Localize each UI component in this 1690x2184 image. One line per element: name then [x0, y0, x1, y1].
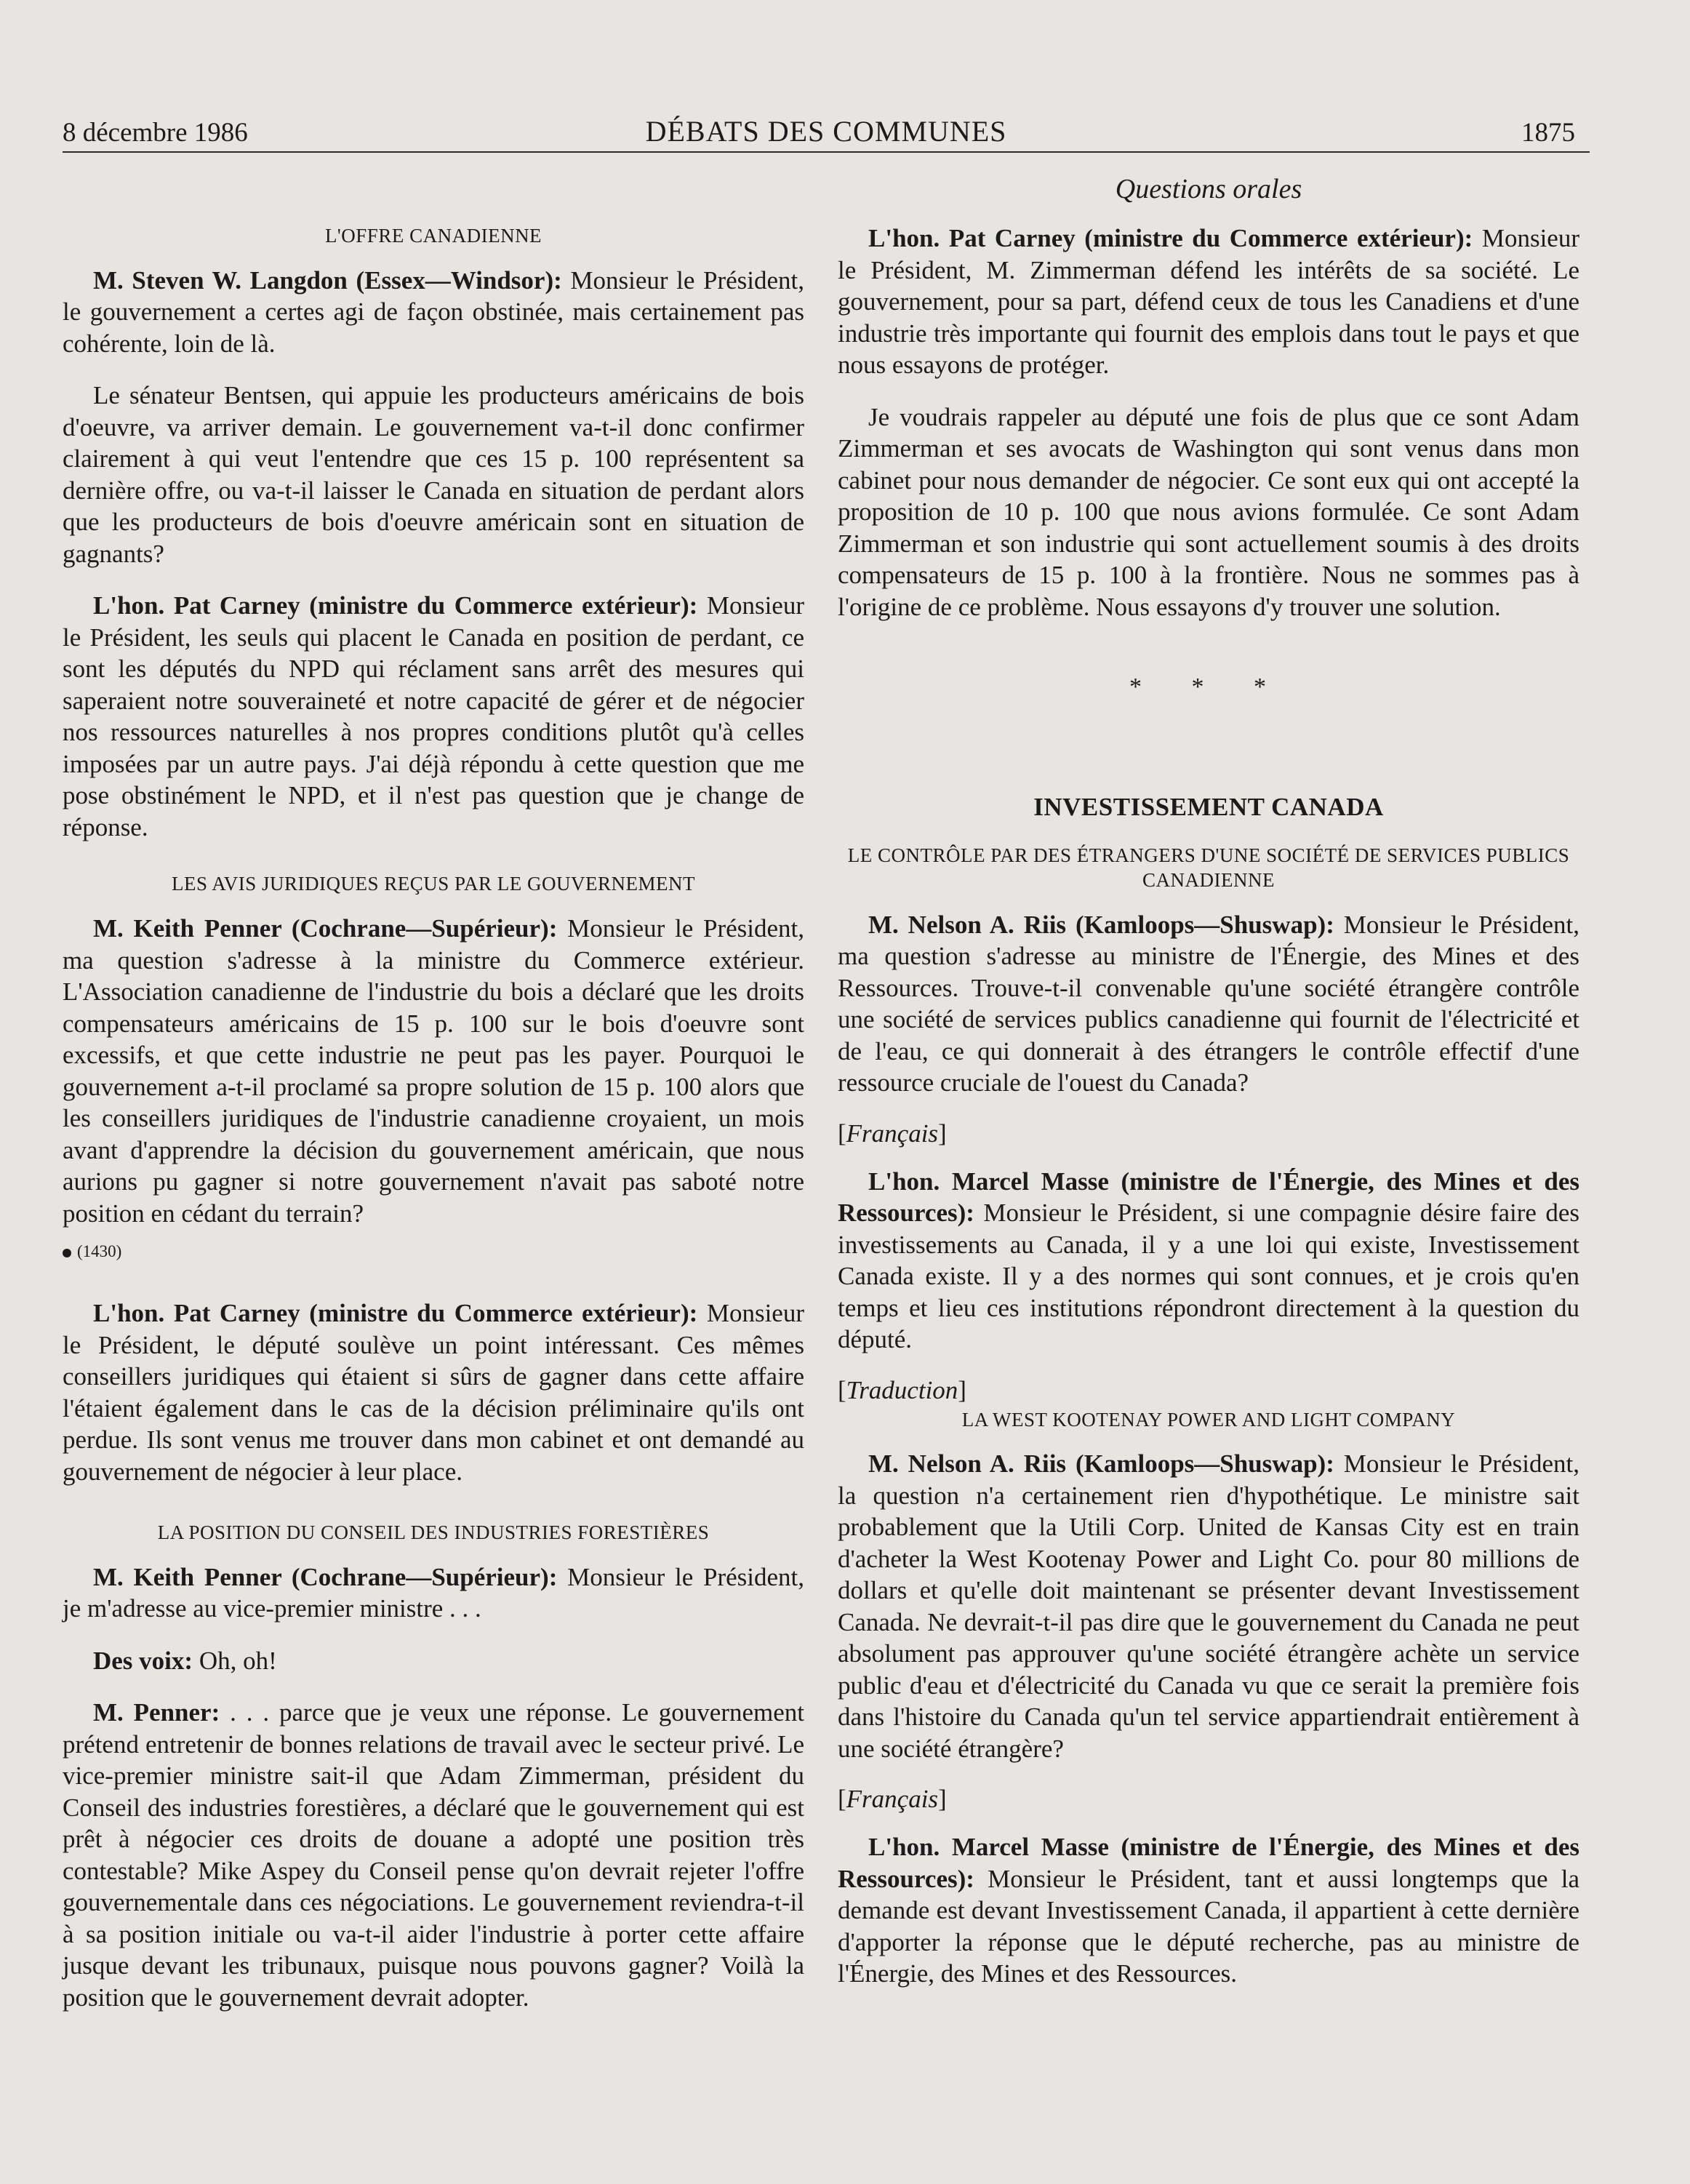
language-note-text: Traduction: [846, 1375, 958, 1404]
speech-text: Monsieur le Président, les seuls qui placent le Canada en position de perdant, ce sont les députés du NPD qui réclament sans arrêt des mesures qui saperaient notre souveraineté et notre capacité de gérer et de négocier nos ressources naturelles à nos propres conditions plutôt qu'à celles imposées par un autre pays. J'ai déjà répondu à cette question que me pose obstinément le NPD, et il n'est pas question que je change de réponse.: [63, 591, 805, 841]
speaker-name: M. Penner:: [93, 1698, 220, 1727]
speech-paragraph: [63, 1697, 804, 2013]
speaker-name: M. Keith Penner (Cochrane—Supérieur):: [93, 914, 558, 943]
speech-paragraph: [63, 1561, 804, 1625]
speaker-name: Des voix:: [93, 1646, 193, 1675]
speech-paragraph: [838, 1831, 1579, 1990]
language-note: [Français]: [838, 1785, 947, 1814]
speaker-name: M. Nelson A. Riis (Kamloops—Shuswap):: [868, 1449, 1334, 1479]
speech-text: Monsieur le Président, si une compagnie désire faire des investissements au Canada, il y a une loi qui existe, Investissement Canada existe. Il y a des normes qui sont connues, et je crois qu'en temps et lieu ces institutions répondront directement à la question du député.: [838, 1199, 1579, 1353]
speech-text: Monsieur le Président, le député soulève un point intéressant. Ces mêmes conseillers juridiques qui étaient si sûrs de gagner dans cette affaire l'étaient également dans le cas de la décision préliminaire qu'ils ont perdue. Ils sont venus me trouver dans mon cabinet et ont demandé au gouvernement de négocier à leur place.: [63, 1299, 805, 1486]
speech-paragraph: [63, 265, 804, 360]
speech-text: Monsieur le Président, M. Zimmerman défend les intérêts de sa société. Le gouvernement, pour sa part, défend ceux de tous les Canadiens et d'une industrie très importante qui fournit des emplois dans tout le pays et que nous essayons de protéger.: [838, 224, 1580, 379]
right-column: [838, 173, 1579, 2010]
speech-text: Monsieur le Président, le gouvernement a certes agi de façon obstinée, mais certainement pas cohérente, loin de là.: [63, 265, 804, 358]
speaker-name: M. Keith Penner (Cochrane—Supérieur):: [93, 1562, 558, 1591]
header-page-number: 1875: [1521, 118, 1575, 148]
speech-paragraph: [838, 223, 1579, 381]
section-title: LA WEST KOOTENAY POWER AND LIGHT COMPANY: [961, 1408, 1456, 1431]
language-note: [Traduction]: [838, 1375, 966, 1404]
speaker-name: M. Steven W. Langdon (Essex—Windsor):: [93, 265, 562, 295]
speech-text: Oh, oh!: [193, 1646, 277, 1675]
bullet-dot-icon: [63, 1249, 71, 1257]
speaker-name: L'hon. Pat Carney (ministre du Commerce extérieur):: [93, 591, 698, 620]
speech-paragraph: [838, 1166, 1579, 1356]
speaker-name: L'hon. Marcel Masse (ministre de l'Énergie, des Mines et des Ressources):: [838, 1833, 1579, 1893]
speaker-name: L'hon. Pat Carney (ministre du Commerce extérieur):: [868, 224, 1473, 252]
section-title: LA POSITION DU CONSEIL DES INDUSTRIES FORESTIÈRES: [157, 1521, 710, 1543]
speech-paragraph: [63, 913, 804, 1229]
speaker-name: L'hon. Pat Carney (ministre du Commerce extérieur):: [93, 1299, 698, 1327]
section-separator: * * *: [1129, 673, 1288, 700]
speech-paragraph: [838, 1448, 1579, 1764]
speech-paragraph: [63, 380, 804, 569]
speech-text: Monsieur le Président, tant et aussi longtemps que la demande est devant Investissement Canada, il appartient à cette dernière d'apporter la réponse que le député recherche, pas au ministre de l'Énergie, des Mines et des Ressources.: [838, 1864, 1579, 1988]
language-note-text: Français: [846, 1119, 939, 1148]
page-header: [63, 109, 1590, 153]
speech-paragraph: [63, 1645, 804, 1677]
speech-paragraph: [838, 401, 1579, 623]
language-note: [Français]: [838, 1119, 947, 1148]
language-note-text: Français: [846, 1785, 939, 1814]
running-head: Questions orales: [1115, 174, 1302, 204]
major-heading: INVESTISSEMENT CANADA: [1033, 793, 1384, 821]
speech-paragraph: [838, 909, 1579, 1099]
speech-text: Le sénateur Bentsen, qui appuie les producteurs américains de bois d'oeuvre, va arriver demain. Le gouvernement va-t-il donc confirmer clairement à qui veut l'entendre que ces 15 p. 100 représentent sa dernière offre, ou va-t-il laisser le Canada en situation de perdant alors que les producteurs de bois d'oeuvre américain sont en situation de gagnants?: [63, 381, 804, 568]
header-title: DÉBATS DES COMMUNES: [645, 115, 1007, 148]
header-date: 8 décembre 1986: [63, 118, 248, 148]
section-title: L'OFFRE CANADIENNE: [324, 225, 542, 247]
time-marker-text: (1430): [77, 1242, 122, 1260]
speaker-name: L'hon. Marcel Masse (ministre de l'Énergie, des Mines et des Ressources):: [838, 1167, 1579, 1227]
time-marker: [63, 1242, 804, 1261]
speech-paragraph: [63, 590, 804, 843]
speaker-name: M. Nelson A. Riis (Kamloops—Shuswap):: [868, 910, 1334, 939]
speech-paragraph: [63, 1297, 804, 1487]
speech-text: Monsieur le Président, ma question s'adresse à la ministre du Commerce extérieur. L'Association canadienne de l'industrie du bois a déclaré que les droits compensateurs américains de 15 p. 100 sur le bois d'oeuvre sont excessifs, et que cette industrie ne peut pas les payer. Pourquoi le gouvernement a-t-il proclamé sa propre solution de 15 p. 100 alors que les conseillers juridiques de l'industrie canadienne croyaient, un mois avant d'apprendre la décision du gouvernement américain, que nous aurions pu gagner si notre gouvernement n'avait pas saboté notre position en cédant du terrain?: [63, 914, 804, 1228]
speech-text: . . . parce que je veux une réponse. Le gouvernement prétend entretenir de bonnes relations de travail avec le secteur privé. Le vice-premier ministre sait-il que Adam Zimmerman, président du Conseil des industries forestières, a déclaré que le gouvernement qui est prêt à négocier ces droits de douane a adopté une position très contestable? Mike Aspey du Conseil pense qu'on devrait rejeter l'offre gouvernementale dans ces négociations. Le gouvernement reviendra-t-il à sa position initiale ou va-t-il aider l'industrie à porter cette affaire jusque devant les tribunaux, puisque nous pouvons gagner? Voilà la position que le gouvernement devrait adopter.: [63, 1698, 804, 2012]
speech-text: Je voudrais rappeler au député une fois de plus que ce sont Adam Zimmerman et ses avocats de Washington qui sont venus dans mon cabinet pour nous demander de négocier. Ce sont eux qui ont accepté la proposition de 10 p. 100 que nous avions formulée. Ce sont Adam Zimmerman et son industrie qui sont actuellement soumis à des droits compensateurs de 15 p. 100 à la frontière. Nous ne sommes pas à l'origine de ce problème. Nous essayons d'y trouver une solution.: [838, 402, 1579, 621]
speech-text: Monsieur le Président, je m'adresse au vice-premier ministre . . .: [63, 1562, 804, 1623]
left-column: [63, 173, 804, 2033]
section-title: LE CONTRÔLE PAR DES ÉTRANGERS D'UNE SOCIÉTÉ DE SERVICES PUBLICS CANADIENNE: [847, 844, 1570, 891]
speech-text: Monsieur le Président, la question n'a certainement rien d'hypothétique. Le ministre sait probablement que la Utili Corp. United de Kansas City est en train d'acheter la West Kootenay Power and Light Co. pour 80 millions de dollars et qu'elle doit maintenant se présenter devant Investissement Canada. Ne devrait-t-il pas dire que le gouvernement du Canada ne peut absolument pas approuver qu'une société étrangère achète un service public d'eau et d'électricité du Canada vu que ce serait la première fois dans l'histoire du Canada qu'un tel service appartiendrait entièrement à une société étrangère?: [838, 1449, 1579, 1763]
section-title: LES AVIS JURIDIQUES REÇUS PAR LE GOUVERNEMENT: [171, 873, 696, 895]
speech-text: Monsieur le Président, ma question s'adresse au ministre de l'Énergie, des Mines et des Ressources. Trouve-t-il convenable qu'une société étrangère contrôle une société de services publics canadienne qui fournit de l'électricité et de l'eau, ce qui donnerait à des étrangers le contrôle effectif d'une ressource cruciale de l'ouest du Canada?: [838, 910, 1579, 1097]
